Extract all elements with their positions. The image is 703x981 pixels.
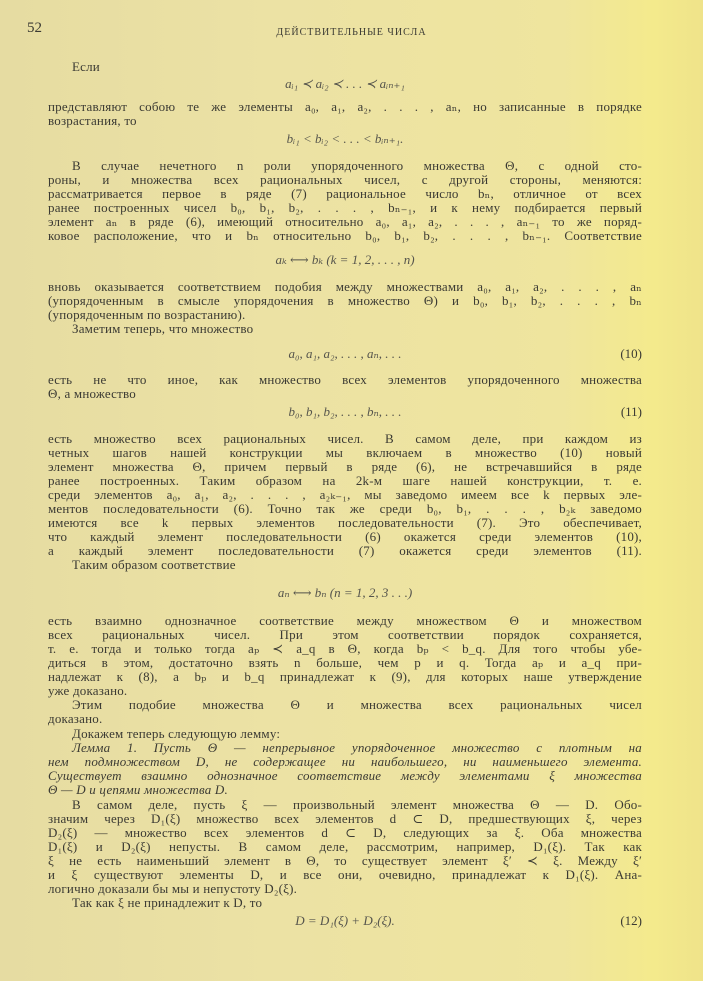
text-line: ξ не есть наименьший элемент в Θ, то существует элемент ξ′ ≺ ξ. Между ξ′: [48, 853, 642, 868]
text-line: есть не что иное, как множество всех элементов упорядоченного множества: [48, 372, 642, 387]
text-line: В самом деле, пусть ξ — произвольный элемент множества Θ — D. Обо-: [72, 797, 642, 812]
text-line: D₁(ξ) и D₂(ξ) непусты. В самом деле, рассмотрим, например, D₁(ξ). Так как: [48, 839, 642, 854]
text-line: Этим подобие множества Θ и множества всех рациональных чисел: [72, 697, 642, 712]
text-line: вновь оказывается соответствием подобия между множествами a₀, a₁, a₂, . . . , aₙ: [48, 279, 642, 294]
text-line: имеются все k первых элементов последовательности (7). Это обеспечивает,: [48, 515, 642, 530]
text-line: представляют собою те же элементы a₀, a₁, a₂, . . . , aₙ, но записанные в порядке: [48, 99, 642, 114]
text-line: всех рациональных чисел. При этом соответствии порядок сохраняется,: [48, 627, 642, 642]
display-formula: aᵢ₁ ≺ aᵢ₂ ≺ . . . ≺ aᵢₙ₊₁: [285, 76, 405, 91]
text-line: ментов последовательности (6). Точно так же среди b₀, b₁, . . . , b₂ₖ заведомо: [48, 501, 642, 516]
text-line: роны, и множества всех рациональных чисел, с другой стороны, меняются:: [48, 172, 642, 187]
page-number: 52: [27, 20, 42, 36]
text-line: есть взаимно однозначное соответствие между множеством Θ и множеством: [48, 613, 642, 628]
text-line: Так как ξ не принадлежит к D, то: [72, 895, 263, 910]
text-line: уже доказано.: [48, 683, 128, 698]
text-line: что каждый элемент последовательности (6) окажется среди элементов (10),: [48, 529, 642, 544]
text-line: ранее построенных чисел b₀, b₁, b₂, . . . , bₙ₋₁, и к нему подбирается первый: [48, 200, 642, 215]
text-line: ковое расположение, что и bₙ относительно b₀, b₁, b₂, . . . , bₙ₋₁. Соответствие: [48, 228, 642, 243]
text-line: Докажем теперь следующую лемму:: [72, 726, 281, 741]
text-line: нем подмножеством D, не содержащее ни наибольшего, ни наименьшего элемента.: [48, 754, 642, 769]
text-line: Лемма 1. Пусть Θ — непрерывное упорядоченное множество с плотным на: [72, 740, 642, 755]
text-line: четных шагов нашей конструкции мы включаем в множество (10) новый: [48, 445, 642, 460]
text-line: Существует взаимно однозначное соответствие между элементами ξ множества: [48, 768, 642, 783]
text-line: элемент множества Θ, причем первый в ряде (6), не встречавшийся в ряде: [48, 459, 642, 474]
equation-number: (10): [620, 346, 642, 361]
display-formula: aₙ ⟷ bₙ (n = 1, 2, 3 . . .): [277, 585, 413, 600]
text-line: есть множество всех рациональных чисел. В самом деле, при каждом из: [48, 431, 642, 446]
text-line: диться в этом, достаточно взять n больше, чем p и q. Тогда aₚ и a_q при-: [48, 655, 642, 670]
text-line: надлежат к (8), а bₚ и b_q принадлежат к (9), для которых наше утверждение: [48, 669, 642, 684]
text-line: и ξ существуют элементы D, и все они, очевидно, принадлежат к D₁(ξ). Ана-: [48, 867, 642, 882]
text-line: элемент aₙ в ряде (6), имеющий относительно a₀, a₁, a₂, . . . , aₙ₋₁ то же поряд-: [48, 214, 642, 229]
text-line: (упорядоченным по возрастанию).: [48, 307, 246, 322]
display-formula: a₀, a₁, a₂, . . . , aₙ, . . .: [288, 346, 402, 361]
text-line: рассматривается первое в ряде (7) рациональное число bₙ, отличное от всех: [48, 186, 642, 201]
display-formula: D = D₁(ξ) + D₂(ξ).: [295, 913, 395, 928]
text-line: доказано.: [48, 711, 103, 726]
text-line: значим через D₁(ξ) множество всех элементов d ⊂ D, предшествующих ξ, через: [48, 811, 642, 826]
text-line: возрастания, то: [48, 113, 137, 128]
text-line: среди элементов a₀, a₁, a₂, . . . , a₂ₖ₋₁, мы заведомо имеем все k первых эле-: [48, 487, 642, 502]
text-line: логично доказали бы мы и непустоту D₂(ξ).: [48, 881, 298, 896]
text-line: Заметим теперь, что множество: [72, 321, 254, 336]
text-line: (упорядоченным в смысле упорядочения в множество Θ) и b₀, b₁, b₂, . . . , bₙ: [48, 293, 642, 308]
text-line: Если: [72, 59, 100, 74]
text-line: ранее построенных. Таким образом на 2k-м шаге нашей конструкции, т. е.: [48, 473, 642, 488]
equation-number: (11): [620, 404, 642, 419]
text-line: Θ — D и цепями множества D.: [48, 782, 228, 797]
text-line: D₂(ξ) — множество всех элементов d ⊂ D, следующих за ξ. Оба множества: [48, 825, 642, 840]
text-line: В случае нечетного n роли упорядоченного множества Θ, с одной сто-: [72, 158, 642, 173]
equation-number: (12): [620, 913, 642, 928]
text-line: а каждый элемент последовательности (7) окажется среди элементов (11).: [48, 543, 642, 558]
text-line: т. е. тогда и только тогда aₚ ≺ a_q в Θ, когда bₚ < b_q. Для того чтобы убе-: [48, 641, 642, 656]
text-line: Таким образом соответствие: [72, 557, 236, 572]
display-formula: b₀, b₁, b₂, . . . , bₙ, . . .: [288, 404, 402, 419]
text-line: Θ, а множество: [48, 386, 136, 401]
display-formula: aₖ ⟷ bₖ (k = 1, 2, . . . , n): [275, 252, 415, 267]
display-formula: bᵢ₁ < bᵢ₂ < . . . < bᵢₙ₊₁.: [286, 131, 404, 146]
running-title: ДЕЙСТВИТЕЛЬНЫЕ ЧИСЛА: [276, 27, 427, 38]
